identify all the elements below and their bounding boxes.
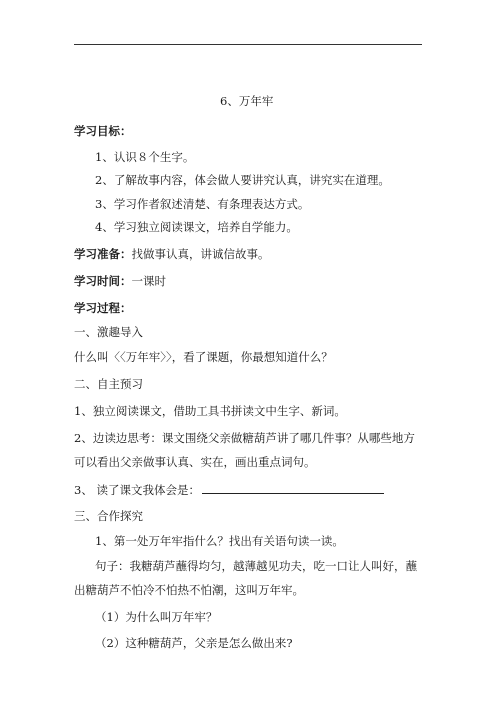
prep-text: 找做事认真，讲诚信故事。 — [131, 247, 270, 261]
goals-heading: 学习目标： — [74, 124, 132, 138]
prep-row — [74, 247, 270, 261]
section3-sub-1: （1）为什么叫万年牢？ — [95, 610, 218, 624]
goal-item-3: 3、学习作者叙述清楚、有条理表达方式。 — [95, 197, 310, 211]
time-text: 一课时 — [131, 274, 166, 288]
time-row — [74, 274, 166, 288]
answer-blank[interactable] — [202, 482, 384, 494]
section3-quote-line-1: 句子：我糖葫芦蘸得均匀，越薄越见功夫，吃一口让人叫好，蘸 — [95, 559, 417, 573]
section2-title: 二、自主预习 — [74, 377, 143, 391]
section2-item-2-cont: 可以看出父亲做事认真、实在，画出重点词句。 — [74, 455, 316, 469]
section1-title: 一、激趣导入 — [74, 325, 143, 339]
section2-item-3 — [74, 482, 384, 497]
header-rule — [74, 44, 422, 45]
goal-item-2: 2、了解故事内容，体会做人要讲究认真，讲究实在道理。 — [95, 173, 390, 187]
section1-text: 什么叫〈〈万年牢〉〉，看了课题，你最想知道什么？ — [74, 350, 333, 364]
time-label: 学习时间： — [74, 274, 132, 288]
section3-title: 三、合作探究 — [74, 509, 143, 523]
process-heading: 学习过程： — [74, 301, 132, 315]
section2-item-2: 2、边读边思考：课文围绕父亲做糖葫芦讲了哪几件事？从哪些地方 — [74, 431, 415, 445]
prep-label: 学习准备： — [74, 247, 132, 261]
section3-quote-line-2: 出糖葫芦不怕冷不怕热不怕潮，这叫万年牢。 — [74, 583, 304, 597]
section3-question-1: 1、第一处万年牢指什么？找出有关语句读一读。 — [95, 534, 344, 548]
section2-item-3-text: 3、 读了课文我体会是： — [74, 483, 200, 497]
lesson-title: 6、万年牢 — [220, 94, 274, 108]
goal-item-4: 4、学习独立阅读课文，培养自学能力。 — [95, 220, 298, 234]
goal-item-1: 1、认识８个生字。 — [95, 150, 195, 164]
section2-item-1: 1、独立阅读课文，借助工具书拼读文中生字、新词。 — [74, 404, 346, 418]
section3-sub-2: （2）这种糖葫芦，父亲是怎么做出来? — [95, 636, 293, 650]
